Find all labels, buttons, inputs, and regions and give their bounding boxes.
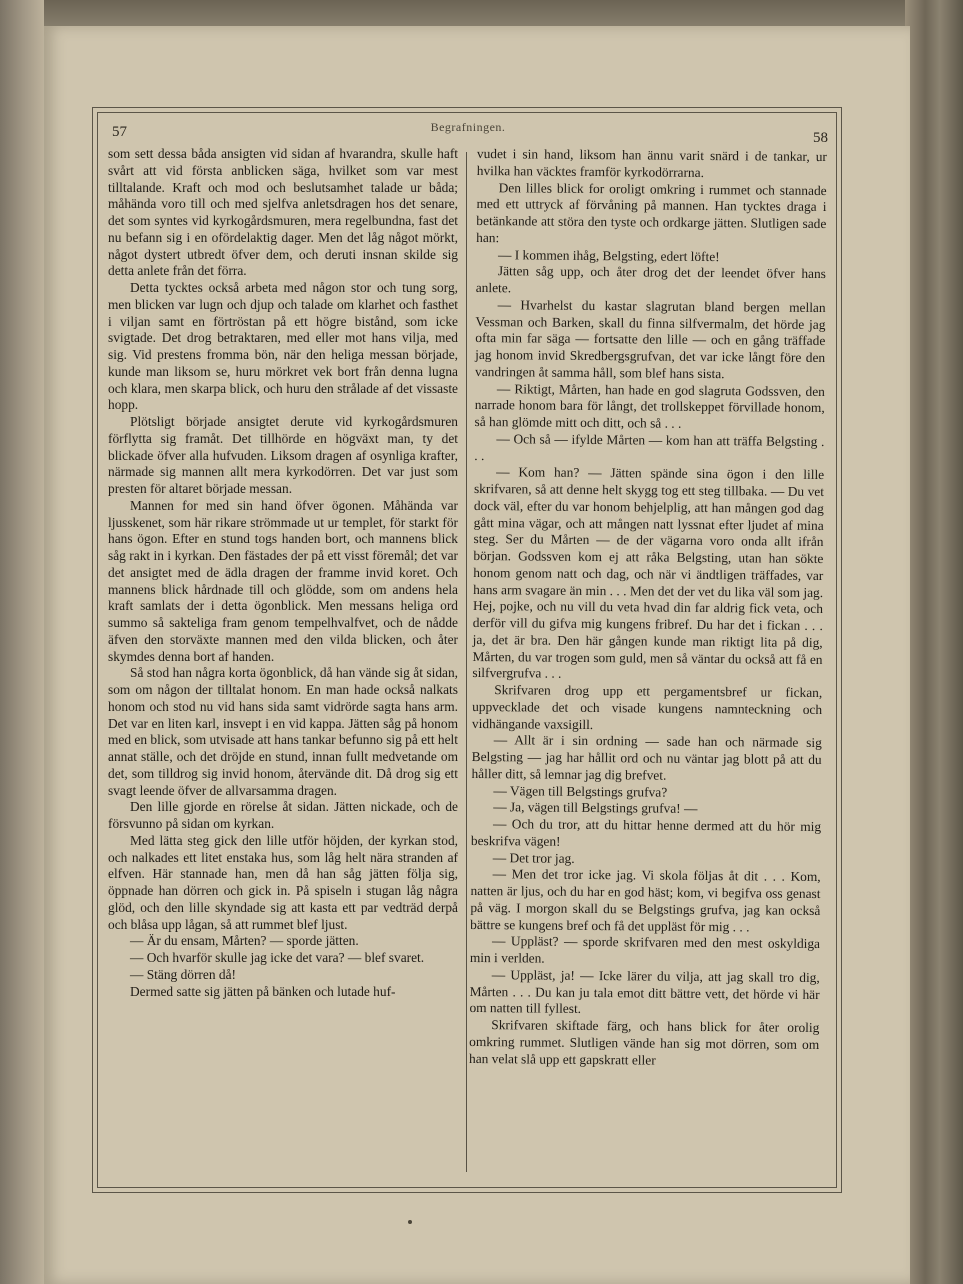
running-header: [108, 120, 828, 144]
left-text-column: [108, 146, 458, 1000]
paragraph: Med lätta steg gick den lille utför höjden, der kyrkan stod, och nalkades ett litet enstaka hus, som låg helt nära stranden af elfven. Här stannade han, men då han såg jätten följa sig, öppnade han dörren och gick in. På spiseln i stugan låg några glöd, och den lille skyndade sig att kasta ett par vedträd derpå och blåsa upp lågan, så att rummet blef ljust.: [108, 832, 458, 932]
book-right-edge: [905, 0, 963, 1284]
paragraph: Skrifvaren drog upp ett pergamentsbref ur fickan, uppvecklade det och visade kungens namnteckning och vidhängande vaxsigill.: [471, 682, 823, 732]
paragraph: — Uppläst, ja! — Icke lärer du vilja, att jag skall tro dig, Mårten . . . Du kan ju tala emot ditt bättre vett, det hörde vi här om natten till fyllest.: [469, 966, 820, 1017]
paragraph: Så stod han några korta ögonblick, då han vände sig åt sidan, som om någon der tilltalat honom. En man hade också nalkats honom och stod nu vid hans sida samt vidrörde sagta hans arm. Det var en liten karl, insvept i en vid kappa. Jätten såg på honom med en blick, som utvisade att hans tankar befunno sig på ett helt annat ställe, och det dröjde en stund, innan fullt medvetande om det, som tilldrog sig invid honom, återvände dit. Då drog sig ett svagt leende öfver de allvarsamma dragen.: [108, 665, 458, 798]
paragraph: — Och hvarför skulle jag icke det vara? — blef svaret.: [130, 950, 425, 965]
paragraph: Mannen for med sin hand öfver ögonen. Måhända var ljusskenet, som här rikare strömmade ut ur templet, för starkt för hans ögon. Efter en stund togs handen bort, och mannens blick såg rakt in i kyrkan. Den fästades der på ett visst föremål; det var det ansigtet med de ädla dragen der framme invid koret. Och mannens blick hårdnade till och glödde, som om andens hela kraft samlats der i detta ögonblick. Men messans heliga ord summo så sakteliga fram genom tempelhvalfvet, och de nådde äfven den storväxte mannen med den vilda blicken, och åter skymdes denna bort af handen.: [108, 497, 458, 664]
paragraph: Den lille gjorde en rörelse åt sidan. Jätten nickade, och de försvunno på sidan om kyrkan.: [108, 799, 458, 831]
paragraph: — Uppläst? — sporde skrifvaren med den mest oskyldiga min i verlden.: [469, 933, 821, 966]
page-speck: [408, 1220, 412, 1224]
running-title: Begrafningen.: [430, 120, 506, 134]
right-text-column: [469, 146, 827, 1070]
paragraph: — Och du tror, att du hittar henne dermed att du hör mig beskrifva vägen!: [470, 816, 822, 849]
paragraph: — Men det tror icke jag. Vi skola följas åt dit . . . Kom, natten är ljus, och du har en god häst; kom, vi begifva oss genast på väg. I morgon skall du se Belgstings grufva, jag kan också bättre se kungens bref och få det uppläst för mig . . .: [470, 866, 821, 934]
paragraph: Jätten såg upp, och åter drog det der leendet öfver hans anlete.: [475, 263, 826, 296]
paragraph: — Det tror jag.: [492, 849, 575, 866]
paragraph: — Allt är i sin ordning — sade han och närmade sig Belgsting — jag har hållit ord och nu väntar jag blott på att du håller ditt, så lemnar jag dig brefvet.: [471, 732, 822, 783]
paragraph: — Kom han? — Jätten spände sina ögon i den lille skrifvaren, så att denne helt skygg tog ett steg tillbaka. — Du vet dock väl, efter du var honom behjelplig, att han mången god dag gått mina vägar, och att mången natt lyssnat efter ljudet af mina steg. Ser du Mårten — de der vägarna voro onda allt ifrån början. Godssven kom ej att råka Belgsting, utan han sökte honom genom natt och dag, och när vi ändtligen träffades, var hans arm svagare än min . . . Men det der vet du lika väl som jag. Hej, pojke, och nu vill du veta hvad din far aldrig fick veta, och derför vill du gifva mig kungens fribref. Du har det i fickan . . . ja, det är bra. Den här gången kunde man riktigt lita på dig, Mårten, du var trogen som guld, men så väntar du också att få en silfvergrufva . . .: [472, 464, 825, 682]
book-left-edge: [0, 0, 44, 1284]
paragraph: Skrifvaren skiftade färg, och hans blick for åter orolig omkring rummet. Slutligen vände han sig mot dörren, som om han velat slå upp ett gapskratt eller: [468, 1017, 820, 1068]
paragraph: Plötsligt började ansigtet derute vid kyrkogårdsmuren förflytta sig framåt. Det tillhörde en högväxt man, ty det blickade öfver alla hufvuden. Liksom dragen af osynliga krafter, närmade sig mannen allt mera kyrkodörren. Det var just som presten för altaret började messan.: [108, 414, 458, 496]
paragraph: — Och så — ifylde Mårten — kom han att träffa Belgsting . . .: [474, 430, 825, 463]
paragraph: — Riktigt, Mårten, han hade en god slagruta Godssven, den narrade honom bara för långt, det trollskeppet förvillade honom, så han glömde mitt och ditt, och så . . .: [474, 380, 825, 431]
right-page-number: 58: [813, 130, 828, 146]
paragraph: — Är du ensam, Mårten? — sporde jätten.: [130, 933, 359, 949]
paragraph: — Ja, vägen till Belgstings grufva! —: [493, 799, 698, 817]
column-divider: [466, 152, 467, 1172]
left-page-number: 57: [112, 124, 127, 140]
paragraph: Detta tycktes också arbeta med någon stor och tung sorg, men blicken var lugn och djup och talade om klarhet och fasthet i viljan samt en förtröstan på ett högre bistånd, som icke svigtade. Det drog betraktaren, med eller mot hans vilja, med sig. Vid prestens fromma bön, när den heliga messan började, kunde man liksom se, huru mörkret vek bort från denna lugna och klara, men skarpa blick, och huru den strålade af det vissaste hopp.: [108, 280, 458, 413]
paragraph: — Vägen till Belgstings grufva?: [493, 782, 668, 800]
paragraph: Dermed satte sig jätten på bänken och lutade huf-: [130, 983, 396, 999]
paragraph: — Stäng dörren då!: [130, 966, 236, 982]
paragraph: som sett dessa båda ansigten vid sidan af hvarandra, skulle haft svårt att vid första anblicken säga, hvilket som var mest tilltalande. Kraft och mod och beslutsamhet talade ur båda; måhända voro till och med sjelfva anletsdragen hos det senare, det som syntes vid kyrkogårdsmuren, mera regelbundna, fast det nu befann sig i en ofördelaktig dager. Men det låg något mörkt, något dystert utbredt öfver dem, och deruti insnan skilde sig detta anlete från det förra.: [108, 146, 458, 279]
paragraph: — I kommen ihåg, Belgsting, edert löfte!: [497, 246, 720, 264]
paragraph: Den lilles blick for oroligt omkring i rummet och stannade med ett uttryck af förvåning på mannen. Han tycktes draga i betänkande att störa den tyste och ordkarge jätten. Slutligen sade han:: [476, 179, 827, 245]
paragraph: — Hvarhelst du kastar slagrutan bland bergen mellan Vessman och Barken, skall du finna silfvermalm, det hörde jag ofta min far säga — fortsatte den lille — och en gång träffade jag honom invid Skredbergsgrufvan, det var icke långt före den vandringen åt samma håll, som blef hans sista.: [474, 296, 826, 381]
paragraph: vudet i sin hand, liksom han ännu varit snärd i de tankar, ur hvilka han väcktes framför kyrkodörrarna.: [476, 146, 827, 180]
